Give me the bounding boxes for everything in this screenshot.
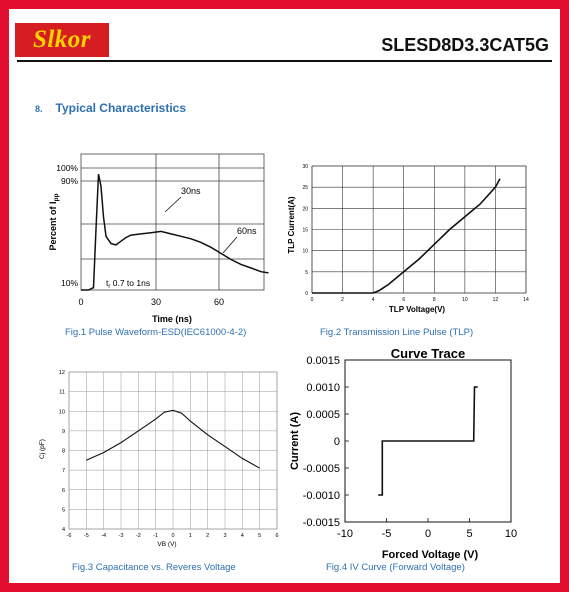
fig1-annot-60ns: 60ns — [237, 226, 257, 236]
fig4-xtick: 10 — [504, 528, 518, 540]
fig2-xlabel: TLP Voltage(V) — [388, 305, 446, 314]
fig2-ytick: 15 — [302, 227, 308, 234]
fig4-title: Curve Trace — [390, 346, 466, 361]
section-heading: 8. Typical Characteristics — [35, 101, 187, 115]
fig3-xtick: 4 — [240, 533, 244, 539]
fig4-xlabel: Forced Voltage (V) — [381, 549, 479, 561]
fig4-caption: Fig.4 IV Curve (Forward Voltage) — [326, 562, 465, 573]
fig2-xtick: 6 — [402, 297, 406, 303]
fig2-caption: Fig.2 Transmission Line Pulse (TLP) — [320, 327, 474, 338]
fig4-ylabel: Current (A) — [289, 411, 301, 471]
fig3-xlabel: VB (V) — [157, 541, 177, 548]
fig3-xtick: -5 — [83, 533, 89, 539]
fig4-xtick: 0 — [424, 528, 432, 540]
fig3-xtick: 5 — [258, 533, 262, 539]
brand-logo: Slkor — [15, 23, 109, 57]
fig3-xtick: -1 — [153, 533, 159, 539]
fig2-xtick: 0 — [310, 297, 314, 303]
fig4-ytick: -0.0005 — [302, 463, 340, 475]
fig4-xtick: 5 — [466, 528, 473, 540]
fig1-xtick-60: 60 — [213, 297, 225, 307]
fig2-ytick: 25 — [302, 185, 308, 192]
fig1-xtick-0: 0 — [78, 297, 84, 307]
fig4-chart — [284, 344, 560, 559]
fig2-xtick: 10 — [462, 297, 468, 303]
fig3-xtick: 3 — [223, 533, 227, 539]
fig1-xtick-30: 30 — [150, 297, 162, 307]
fig1-chart — [9, 149, 284, 339]
fig3-ytick: 6 — [61, 487, 65, 494]
fig2-xtick: 14 — [523, 297, 529, 303]
fig2-xtick: 12 — [492, 297, 499, 303]
fig3-xtick: 0 — [171, 533, 175, 539]
fig3-xtick: -4 — [101, 533, 107, 539]
fig1-arrow-60ns — [223, 237, 237, 253]
fig1-annot-30ns: 30ns — [181, 186, 201, 196]
fig3-caption: Fig.3 Capacitance vs. Reveres Voltage — [72, 562, 236, 573]
fig2-xtick: 2 — [341, 297, 344, 303]
part-number: SLESD8D3.3CAT5G — [381, 35, 549, 55]
fig4-ytick: -0.0010 — [302, 490, 340, 502]
fig3-ytick: 10 — [58, 409, 65, 416]
datasheet-page — [9, 9, 560, 583]
fig2-ytick: 20 — [302, 206, 308, 213]
fig2-xtick: 8 — [432, 297, 436, 303]
fig3-ylabel: Cj (pF) — [39, 439, 46, 459]
fig3-xtick: -3 — [118, 533, 124, 539]
fig3-xtick: -2 — [135, 533, 141, 539]
fig1-ytick-100: 100% — [56, 163, 78, 173]
fig3-ytick: 12 — [58, 370, 65, 376]
fig1-ytick-90: 90% — [60, 176, 78, 186]
fig1-arrow-30ns — [165, 197, 181, 212]
fig4-ytick: 0.0010 — [306, 382, 340, 394]
fig2-xtick: 4 — [371, 297, 375, 303]
fig1-annot-rise: $t_r$ 0.7 to 1ns — [106, 278, 151, 290]
fig3-ytick: 9 — [61, 428, 65, 435]
fig1-ylabel: Percent of $I_{pp}$ — [48, 193, 60, 251]
header-rule — [17, 60, 552, 62]
fig3-ytick: 8 — [61, 448, 65, 455]
fig3-ytick: 4 — [61, 527, 65, 533]
fig2-chart — [284, 149, 560, 339]
fig3-ytick: 7 — [61, 468, 65, 475]
fig4-ytick: 0.0005 — [306, 409, 340, 421]
fig2-ylabel: TLP Current(A) — [287, 196, 296, 254]
fig2-ytick: 10 — [302, 248, 308, 255]
fig2-ytick: 5 — [305, 269, 308, 276]
fig3-xtick: 6 — [275, 533, 279, 539]
fig4-ytick: 0 — [333, 436, 340, 448]
fig3-ytick: 5 — [61, 507, 65, 514]
fig4-iv-curve — [378, 387, 478, 495]
fig3-xtick: -6 — [66, 533, 72, 539]
fig3-chart — [9, 354, 284, 554]
fig3-xtick: 2 — [206, 533, 210, 539]
fig4-ytick: 0.0015 — [306, 355, 340, 367]
fig1-ytick-10: 10% — [60, 278, 78, 288]
fig1-xlabel: Time (ns) — [152, 314, 192, 324]
fig2-ytick: 30 — [302, 164, 308, 170]
fig3-ytick: 11 — [59, 389, 65, 396]
fig2-ytick: 0 — [305, 291, 308, 297]
fig2-tlp-curve — [312, 179, 500, 293]
fig4-xtick: -5 — [381, 528, 392, 540]
fig4-xtick: -10 — [337, 528, 353, 540]
fig1-caption: Fig.1 Pulse Waveform-ESD(IEC61000-4-2) — [65, 327, 247, 338]
fig4-ytick: -0.0015 — [302, 517, 340, 529]
fig3-xtick: 1 — [188, 533, 192, 539]
